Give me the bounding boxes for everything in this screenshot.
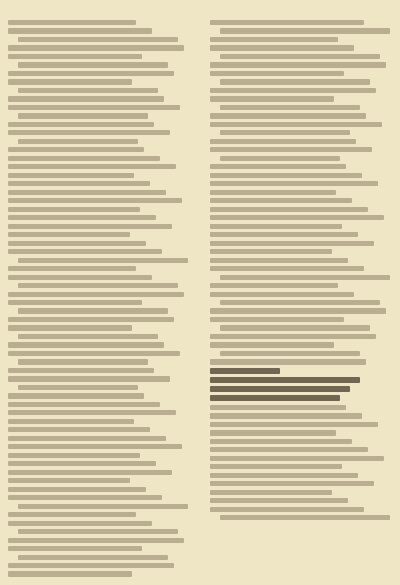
entry-line — [210, 37, 338, 42]
entry-line — [8, 436, 166, 441]
entry-line — [210, 439, 352, 444]
entry-line — [8, 45, 184, 50]
heading-line — [210, 386, 350, 392]
entry-line — [210, 317, 344, 322]
entry-line — [18, 359, 148, 364]
entry-line — [220, 54, 380, 59]
entry-line — [210, 266, 364, 271]
entry-line — [210, 490, 332, 495]
entry-line — [18, 308, 168, 313]
entry-line — [210, 292, 354, 297]
heading-line — [210, 377, 360, 383]
entry-line — [210, 139, 356, 144]
entry-line — [210, 198, 352, 203]
entry-line — [18, 258, 188, 263]
entry-line — [8, 546, 142, 551]
entry-line — [18, 62, 168, 67]
entry-line — [8, 300, 142, 305]
entry-line — [18, 283, 178, 288]
entry-line — [18, 37, 178, 42]
entry-line — [210, 249, 332, 254]
entry-line — [8, 241, 146, 246]
entry-line — [8, 342, 164, 347]
entry-line — [8, 393, 144, 398]
entry-line — [8, 376, 170, 381]
entry-line — [210, 215, 384, 220]
entry-line — [220, 300, 380, 305]
entry-line — [210, 71, 344, 76]
entry-line — [8, 198, 182, 203]
entry-line — [220, 28, 390, 33]
entry-line — [18, 334, 158, 339]
entry-line — [220, 325, 370, 330]
entry-line — [210, 96, 334, 101]
entry-line — [18, 385, 138, 390]
entry-line — [8, 96, 164, 101]
entry-line — [8, 368, 154, 373]
entry-line — [8, 317, 174, 322]
left-column — [8, 20, 188, 580]
entry-line — [8, 563, 174, 568]
entry-line — [18, 504, 188, 509]
entry-line — [220, 515, 390, 520]
entry-line — [8, 402, 160, 407]
entry-line — [8, 20, 136, 25]
entry-line — [8, 521, 152, 526]
entry-line — [18, 139, 138, 144]
entry-line — [8, 164, 176, 169]
entry-line — [210, 113, 366, 118]
entry-line — [8, 181, 150, 186]
entry-line — [210, 20, 364, 25]
entry-line — [210, 481, 374, 486]
entry-line — [210, 232, 358, 237]
entry-line — [8, 224, 172, 229]
entry-line — [18, 529, 178, 534]
entry-line — [8, 427, 150, 432]
entry-line — [8, 292, 184, 297]
entry-line — [8, 207, 140, 212]
entry-line — [8, 190, 166, 195]
heading-line — [210, 368, 280, 374]
entry-line — [210, 456, 384, 461]
entry-line — [8, 453, 140, 458]
entry-line — [8, 215, 156, 220]
entry-line — [210, 334, 376, 339]
entry-line — [8, 173, 134, 178]
entry-line — [8, 470, 172, 475]
entry-line — [210, 181, 378, 186]
entry-line — [220, 105, 360, 110]
entry-line — [210, 447, 368, 452]
entry-line — [8, 275, 152, 280]
entry-line — [210, 164, 346, 169]
entry-line — [8, 156, 160, 161]
entry-line — [210, 342, 334, 347]
entry-line — [8, 478, 130, 483]
entry-line — [210, 190, 336, 195]
entry-line — [8, 249, 162, 254]
entry-line — [210, 224, 342, 229]
entry-line — [8, 71, 174, 76]
entry-line — [8, 571, 132, 576]
entry-line — [220, 351, 360, 356]
entry-line — [210, 258, 348, 263]
entry-line — [8, 461, 156, 466]
entry-line — [8, 512, 136, 517]
entry-line — [210, 88, 376, 93]
entry-line — [8, 28, 152, 33]
entry-line — [8, 122, 154, 127]
heading-line — [210, 395, 340, 401]
entry-line — [210, 45, 354, 50]
entry-line — [210, 359, 366, 364]
entry-line — [210, 173, 362, 178]
entry-line — [8, 419, 134, 424]
entry-line — [210, 413, 362, 418]
entry-line — [8, 325, 132, 330]
entry-line — [210, 430, 336, 435]
entry-line — [210, 122, 382, 127]
entry-line — [220, 275, 390, 280]
section-heading — [210, 368, 390, 401]
entry-line — [210, 498, 348, 503]
entry-line — [8, 54, 142, 59]
entry-line — [8, 538, 184, 543]
entry-line — [210, 62, 386, 67]
entry-line — [8, 232, 130, 237]
entry-line — [18, 113, 148, 118]
entry-line — [18, 88, 158, 93]
entry-line — [8, 130, 170, 135]
entry-line — [210, 147, 372, 152]
entry-line — [210, 507, 364, 512]
entry-line — [18, 555, 168, 560]
entry-line — [210, 283, 338, 288]
entry-line — [220, 156, 340, 161]
right-column — [210, 20, 390, 524]
entry-line — [8, 495, 162, 500]
entry-line — [8, 351, 180, 356]
entry-line — [210, 405, 346, 410]
entry-line — [8, 266, 136, 271]
entry-line — [210, 422, 378, 427]
entry-line — [210, 473, 358, 478]
entry-line — [210, 207, 368, 212]
entry-line — [210, 464, 342, 469]
entry-line — [8, 487, 146, 492]
entry-line — [8, 79, 132, 84]
entry-line — [210, 241, 374, 246]
entry-line — [8, 105, 180, 110]
entry-line — [210, 308, 386, 313]
entry-line — [220, 79, 370, 84]
entry-line — [8, 147, 144, 152]
entry-line — [8, 410, 176, 415]
entry-line — [220, 130, 350, 135]
entry-line — [8, 444, 182, 449]
